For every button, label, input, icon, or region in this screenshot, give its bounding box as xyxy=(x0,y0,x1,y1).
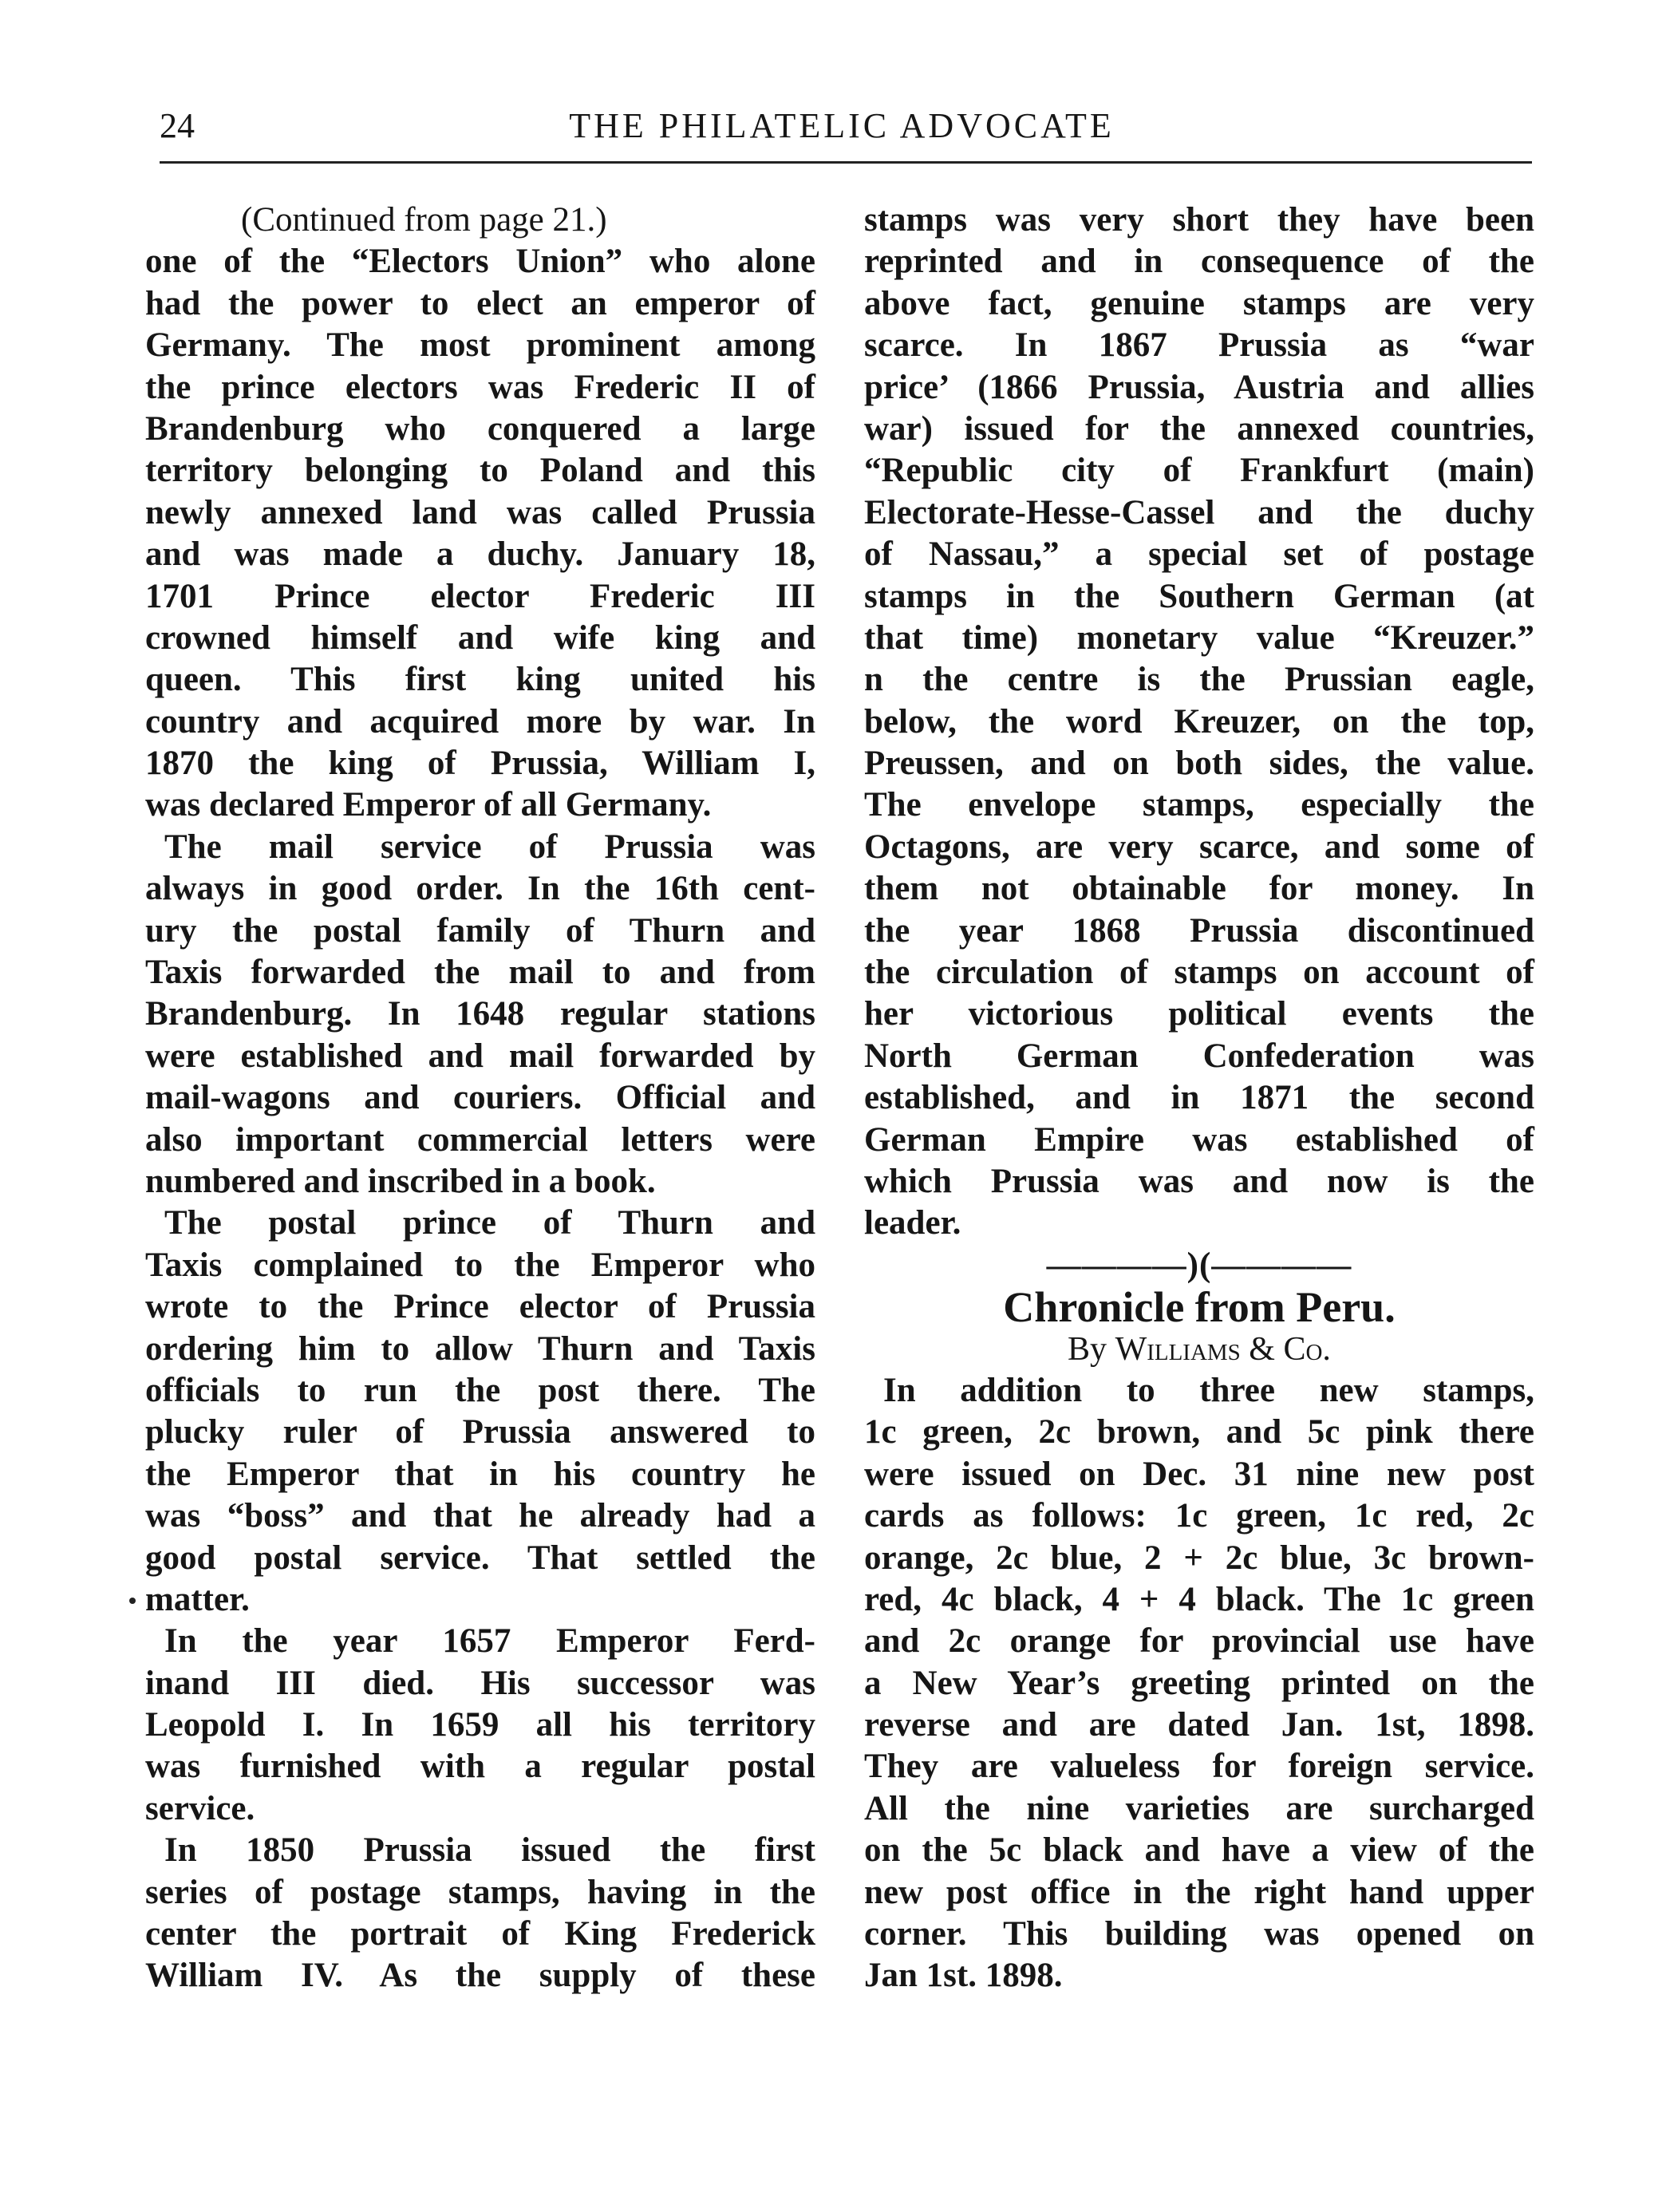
text-line: In addition to three new stamps, xyxy=(883,1371,1534,1409)
text-line: the prince electors was Frederic II of xyxy=(145,368,815,406)
text-line: German Empire was established of xyxy=(864,1120,1534,1159)
text-line: mail-wagons and couriers. Official and xyxy=(145,1079,815,1117)
text-line: price’ (1866 Prussia, Austria and allies xyxy=(864,368,1534,406)
text-line: corner. This building was opened on xyxy=(864,1915,1534,1953)
text-line: 1701 Prince elector Frederic III xyxy=(145,577,815,615)
header-rule xyxy=(160,161,1532,164)
text-line: Germany. The most prominent among xyxy=(145,326,815,365)
text-line: Electorate-Hesse-Cassel and the duchy xyxy=(864,493,1534,531)
text-line: officials to run the post there. The xyxy=(145,1371,815,1409)
text-line: The postal prince of Thurn and xyxy=(164,1204,815,1242)
text-line: Jan 1st. 1898. xyxy=(864,1957,1063,1995)
text-line: Leopold I. In 1659 all his territory xyxy=(145,1706,815,1744)
text-line: North German Confederation was xyxy=(864,1037,1534,1075)
text-line: and 2c orange for provincial use have xyxy=(864,1622,1534,1661)
text-line: orange, 2c blue, 2 + 2c blue, 3c brown- xyxy=(864,1539,1534,1577)
text-line: service. xyxy=(145,1789,255,1827)
text-line: plucky ruler of Prussia answered to xyxy=(145,1413,815,1452)
text-line: reverse and are dated Jan. 1st, 1898. xyxy=(864,1706,1534,1744)
text-line: had the power to elect an emperor of xyxy=(145,284,815,322)
text-line: good postal service. That settled the xyxy=(145,1539,815,1577)
text-line: crowned himself and wife king and xyxy=(145,618,815,657)
text-line: which Prussia was and now is the xyxy=(864,1162,1534,1200)
text-line: reprinted and in consequence of the xyxy=(864,243,1534,281)
text-line: center the portrait of King Frederick xyxy=(145,1915,815,1953)
text-line: her victorious political events the xyxy=(864,995,1534,1033)
text-line: scarce. In 1867 Prussia as “war xyxy=(864,326,1534,365)
text-line: that time) monetary value “Kreuzer.” xyxy=(864,618,1534,657)
text-line: stamps was very short they have been xyxy=(864,201,1534,239)
text-line: territory belonging to Poland and this xyxy=(145,452,815,490)
text-line: Brandenburg. In 1648 regular stations xyxy=(145,995,815,1033)
text-line: established, and in 1871 the second xyxy=(864,1079,1534,1117)
text-line: above fact, genuine stamps are very xyxy=(864,284,1534,322)
text-line: the Emperor that in his country he xyxy=(145,1455,815,1493)
text-line: The mail service of Prussia was xyxy=(164,828,815,866)
text-line: country and acquired more by war. In xyxy=(145,702,815,741)
article-heading: Chronicle from Peru. xyxy=(1003,1283,1396,1332)
margin-mark xyxy=(129,1598,136,1604)
text-line: and was made a duchy. January 18, xyxy=(145,535,815,574)
text-line: red, 4c black, 4 + 4 black. The 1c green xyxy=(864,1580,1534,1618)
text-line: of Nassau,” a special set of postage xyxy=(864,535,1534,574)
text-line: was furnished with a regular postal xyxy=(145,1748,815,1786)
text-line: “Republic city of Frankfurt (main) xyxy=(864,452,1534,490)
text-line: always in good order. In the 16th cent- xyxy=(145,870,815,908)
text-line: Taxis forwarded the mail to and from xyxy=(145,954,815,992)
text-line: the year 1868 Prussia discontinued xyxy=(864,911,1534,950)
text-line: 1870 the king of Prussia, William I, xyxy=(145,745,815,783)
page-header xyxy=(152,102,1532,150)
text-line: cards as follows: 1c green, 1c red, 2c xyxy=(864,1497,1534,1535)
text-line: Preussen, and on both sides, the value. xyxy=(864,745,1534,783)
left-column xyxy=(145,199,815,1997)
text-line: one of the “Electors Union” who alone xyxy=(145,243,815,281)
text-line: were issued on Dec. 31 nine new post xyxy=(864,1455,1534,1493)
text-line: were established and mail forwarded by xyxy=(145,1037,815,1075)
article-byline xyxy=(864,1329,1534,1370)
text-line: the circulation of stamps on account of xyxy=(864,954,1534,992)
text-line: series of postage stamps, having in the xyxy=(145,1873,815,1911)
text-line: queen. This first king united his xyxy=(145,661,815,699)
byline-prefix: By xyxy=(1068,1330,1107,1368)
text-line: a New Year’s greeting printed on the xyxy=(864,1664,1534,1702)
text-line: matter. xyxy=(145,1580,250,1618)
byline-author: Williams & Co. xyxy=(1115,1330,1331,1368)
text-line: 1c green, 2c brown, and 5c pink there xyxy=(864,1413,1534,1452)
page-number: 24 xyxy=(160,106,195,145)
text-line: They are valueless for foreign service. xyxy=(864,1748,1534,1786)
text-line: The envelope stamps, especially the xyxy=(864,786,1534,824)
text-line: leader. xyxy=(864,1204,961,1242)
text-line: new post office in the right hand upper xyxy=(864,1873,1534,1911)
text-line: Brandenburg who conquered a large xyxy=(145,409,815,448)
text-line: below, the word Kreuzer, on the top, xyxy=(864,702,1534,741)
text-line: wrote to the Prince elector of Prussia xyxy=(145,1288,815,1326)
text-line: also important commercial letters were xyxy=(145,1120,815,1159)
text-line: In the year 1657 Emperor Ferd- xyxy=(164,1622,815,1661)
text-line: inand III died. His successor was xyxy=(145,1664,815,1702)
text-line: William IV. As the supply of these xyxy=(145,1957,815,1995)
right-column xyxy=(864,199,1534,1997)
text-line: numbered and inscribed in a book. xyxy=(145,1162,656,1200)
text-line: ordering him to allow Thurn and Taxis xyxy=(145,1329,815,1368)
text-line: newly annexed land was called Prussia xyxy=(145,493,815,531)
text-line: was “boss” and that he already had a xyxy=(145,1497,815,1535)
continued-note: (Continued from page 21.) xyxy=(241,201,607,239)
text-line: All the nine varieties are surcharged xyxy=(864,1789,1534,1827)
text-line: on the 5c black and have a view of the xyxy=(864,1831,1534,1870)
text-line: n the centre is the Prussian eagle, xyxy=(864,661,1534,699)
text-line: In 1850 Prussia issued the first xyxy=(164,1831,815,1870)
section-divider: ————)(———— xyxy=(1046,1246,1352,1284)
journal-title: THE PHILATELIC ADVOCATE xyxy=(569,106,1115,145)
text-line: them not obtainable for money. In xyxy=(864,870,1534,908)
text-line: Octagons, are very scarce, and some of xyxy=(864,828,1534,866)
text-line: war) issued for the annexed countries, xyxy=(864,409,1534,448)
text-line: ury the postal family of Thurn and xyxy=(145,911,815,950)
text-line: stamps in the Southern German (at xyxy=(864,577,1534,615)
text-line: Taxis complained to the Emperor who xyxy=(145,1246,815,1284)
text-line: was declared Emperor of all Germany. xyxy=(145,786,712,824)
